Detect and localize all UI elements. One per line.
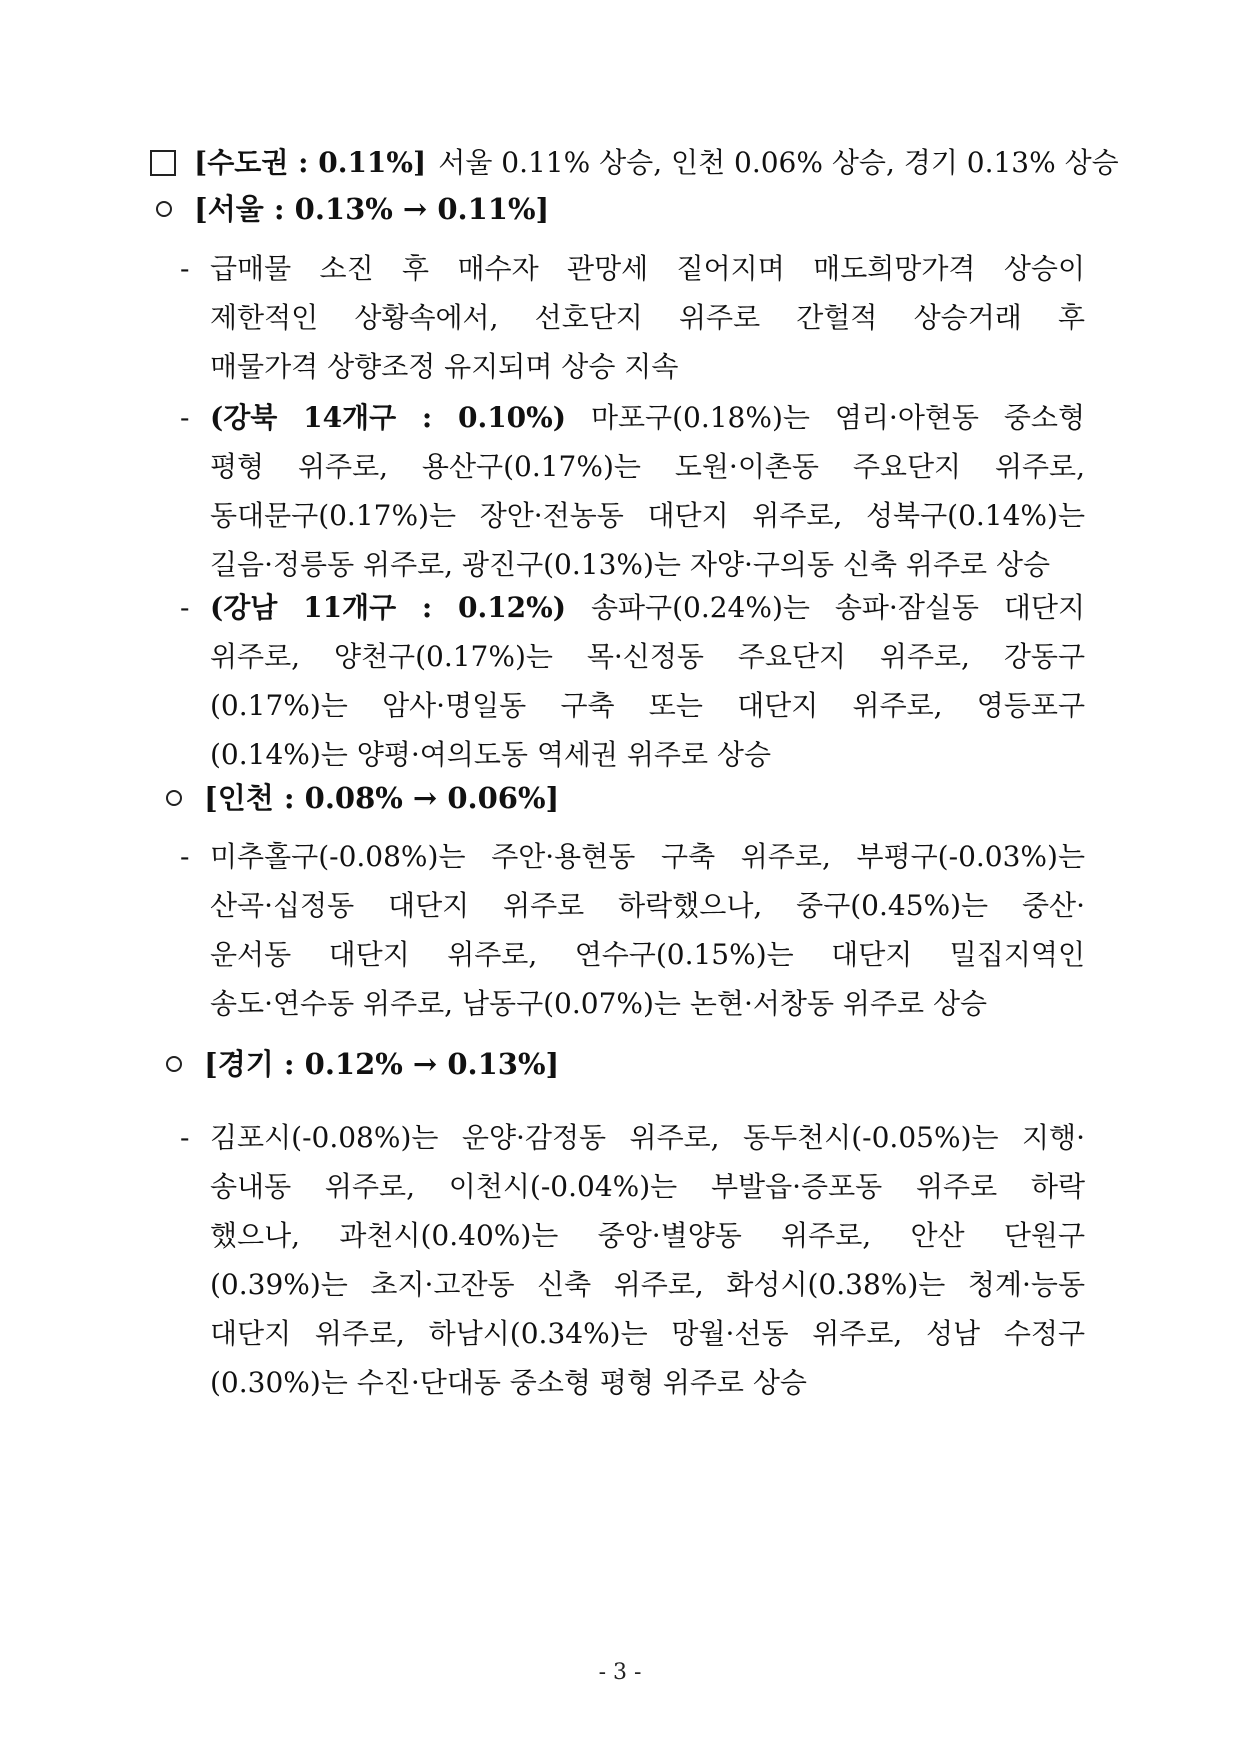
paragraph-line: 길음·정릉동 위주로, 광진구(0.13%)는 자양·구의동 신축 위주로 상승 <box>210 548 1051 581</box>
gyeonggi-title: [경기 : 0.12% → 0.13%] <box>204 1047 560 1081</box>
circle-bullet-icon <box>156 201 172 217</box>
gyeonggi-paragraph <box>180 1113 1085 1407</box>
gyeonggi-section-heading <box>160 1041 1110 1087</box>
paragraph-line: 급매물 소진 후 매수자 관망세 짙어지며 매도희망가격 상승이 <box>210 252 1085 285</box>
gangbuk-paragraph <box>180 393 1085 589</box>
paragraph-line: 위주로, 양천구(0.17%)는 목·신정동 주요단지 위주로, 강동구 <box>210 640 1085 673</box>
metro-summary-text: 서울 0.11% 상승, 인천 0.06% 상승, 경기 0.13% 상승 <box>438 146 1119 179</box>
paragraph-line: (0.14%)는 양평·여의도동 역세권 위주로 상승 <box>210 738 772 771</box>
page-number: - 3 - <box>598 1660 642 1685</box>
incheon-section-heading <box>160 775 1110 821</box>
paragraph-line: 제한적인 상황속에서, 선호단지 위주로 간헐적 상승거래 후 <box>210 301 1085 334</box>
seoul-title: [서울 : 0.13% → 0.11%] <box>194 192 550 226</box>
paragraph-line: (0.17%)는 암사·명일동 구축 또는 대단지 위주로, 영등포구 <box>210 689 1085 722</box>
paragraph-line: 동대문구(0.17%)는 장안·전농동 대단지 위주로, 성북구(0.14%)는 <box>210 499 1085 532</box>
paragraph-line: (0.39%)는 초지·고잔동 신축 위주로, 화성시(0.38%)는 청계·능동 <box>210 1268 1085 1301</box>
paragraph-line: 김포시(-0.08%)는 운양·감정동 위주로, 동두천시(-0.05%)는 지행· <box>210 1121 1085 1154</box>
paragraph-line: 했으나, 과천시(0.40%)는 중앙·별양동 위주로, 안산 단원구 <box>210 1219 1085 1252</box>
paragraph-line: 송내동 위주로, 이천시(-0.04%)는 부발읍·증포동 위주로 하락 <box>210 1170 1085 1203</box>
gangnam-label: (강남 11개구 : 0.12%) <box>210 591 567 624</box>
paragraph-line: 미추홀구(-0.08%)는 주안·용현동 구축 위주로, 부평구(-0.03%)는 <box>210 840 1085 873</box>
paragraph-line: 평형 위주로, 용산구(0.17%)는 도원·이촌동 주요단지 위주로, <box>210 450 1085 483</box>
metro-summary-heading <box>150 140 1119 186</box>
dash-bullet: - <box>180 840 190 873</box>
paragraph-text: 마포구(0.18%)는 염리·아현동 중소형 <box>590 401 1085 434</box>
paragraph-line: (0.30%)는 수진·단대동 중소형 평형 위주로 상승 <box>210 1366 807 1399</box>
incheon-title: [인천 : 0.08% → 0.06%] <box>204 781 560 815</box>
gangnam-paragraph <box>180 583 1085 779</box>
dash-bullet: - <box>180 401 190 434</box>
dash-bullet: - <box>180 1121 190 1154</box>
paragraph-line: 송도·연수동 위주로, 남동구(0.07%)는 논현·서창동 위주로 상승 <box>210 987 988 1020</box>
metro-summary-label: [수도권 : 0.11%] <box>194 146 427 179</box>
incheon-paragraph <box>180 832 1085 1028</box>
dash-bullet: - <box>180 252 190 285</box>
seoul-section-heading <box>150 186 1100 232</box>
paragraph-line <box>180 393 1085 442</box>
paragraph-line: 산곡·십정동 대단지 위주로 하락했으나, 중구(0.45%)는 중산· <box>210 889 1085 922</box>
circle-bullet-icon <box>166 790 182 806</box>
checkbox-square-icon <box>150 150 176 176</box>
paragraph-text: 송파구(0.24%)는 송파·잠실동 대단지 <box>590 591 1085 624</box>
paragraph-line: 운서동 대단지 위주로, 연수구(0.15%)는 대단지 밀집지역인 <box>210 938 1085 971</box>
paragraph-line: 대단지 위주로, 하남시(0.34%)는 망월·선동 위주로, 성남 수정구 <box>210 1317 1085 1350</box>
seoul-summary-paragraph <box>180 244 1085 391</box>
paragraph-line <box>180 583 1085 632</box>
gangbuk-label: (강북 14개구 : 0.10%) <box>210 401 567 434</box>
dash-bullet: - <box>180 591 190 624</box>
circle-bullet-icon <box>166 1056 182 1072</box>
paragraph-line: 매물가격 상향조정 유지되며 상승 지속 <box>210 350 679 383</box>
